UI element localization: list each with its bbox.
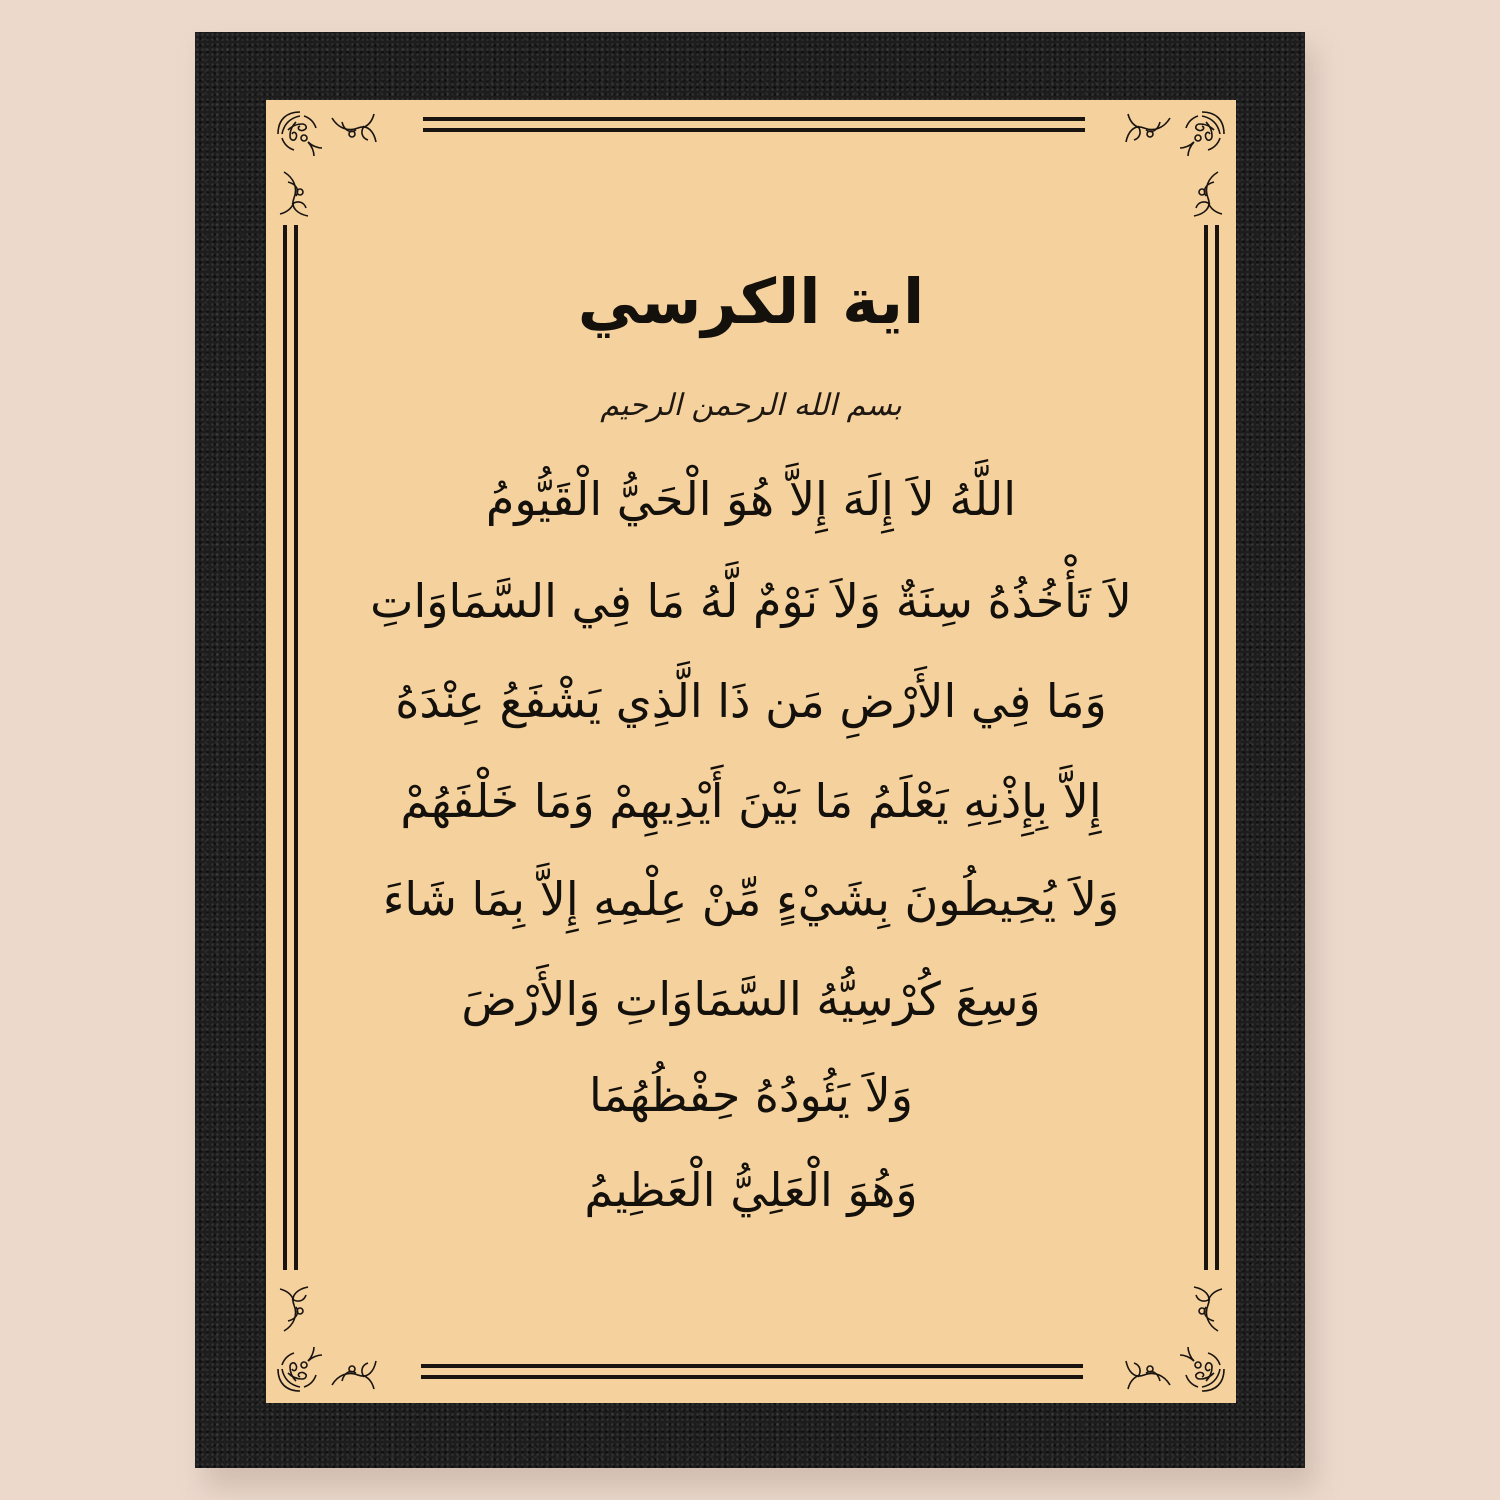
verse-line: وَلاَ يَئُودُهُ حِفْظُهُمَا [589, 1068, 913, 1122]
verse-line: لاَ تَأْخُذُهُ سِنَةٌ وَلاَ نَوْمٌ لَّهُ مَا فِي السَّمَاوَاتِ [370, 574, 1132, 628]
poster-title: اية الكرسي [577, 265, 925, 338]
verse-line: وَهُوَ الْعَلِيُّ الْعَظِيمُ [584, 1163, 918, 1217]
floral-corner-icon [274, 1283, 326, 1335]
floral-corner-icon [1176, 168, 1228, 220]
floral-corner-icon [328, 108, 380, 160]
bottom-rule-inner [421, 1364, 1083, 1368]
verse-line: إِلاَّ بِإِذْنِهِ يَعْلَمُ مَا بَيْنَ أَيْدِيهِمْ وَمَا خَلْفَهُمْ [400, 774, 1102, 828]
floral-corner-icon [1122, 108, 1174, 160]
verse-line: وَمَا فِي الأَرْضِ مَن ذَا الَّذِي يَشْفَعُ عِنْدَهُ [395, 674, 1107, 728]
floral-corner-icon [274, 168, 326, 220]
top-rule-outer [423, 117, 1085, 121]
floral-corner-icon [274, 1343, 326, 1395]
floral-corner-icon [328, 1343, 380, 1395]
floral-corner-icon [1176, 108, 1228, 160]
floral-corner-icon [274, 108, 326, 160]
floral-corner-icon [1176, 1343, 1228, 1395]
verse-line: اللَّهُ لاَ إِلَهَ إِلاَّ هُوَ الْحَيُّ الْقَيُّومُ [485, 472, 1017, 526]
verse-line: وَسِعَ كُرْسِيُّهُ السَّمَاوَاتِ وَالأَرْضَ [461, 972, 1041, 1026]
verse-line: وَلاَ يُحِيطُونَ بِشَيْءٍ مِّنْ عِلْمِهِ إِلاَّ بِمَا شَاءَ [382, 872, 1120, 926]
basmala: بسم الله الرحمن الرحيم [600, 388, 902, 423]
top-rule-inner [423, 128, 1085, 132]
poster [266, 100, 1236, 1403]
floral-corner-icon [1122, 1343, 1174, 1395]
floral-corner-icon [1176, 1283, 1228, 1335]
bottom-rule-outer [421, 1375, 1083, 1379]
